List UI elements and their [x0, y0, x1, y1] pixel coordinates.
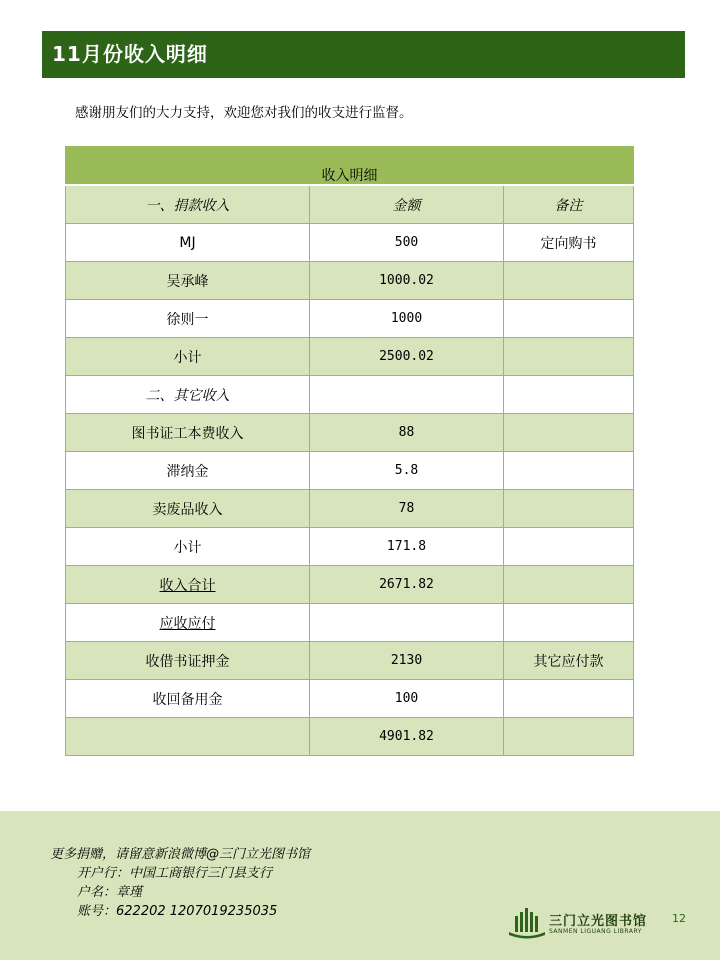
item-cell: [66, 528, 310, 566]
income-table: [65, 146, 634, 756]
bank-line: 开户行：中国工商银行三门县支行: [77, 866, 273, 881]
note-cell: [504, 642, 634, 680]
table-row: [66, 718, 634, 756]
item-cell: [66, 680, 310, 718]
table-row: [66, 452, 634, 490]
item-cell-text: 卖废品收入: [152, 501, 223, 518]
amount-cell: [310, 300, 504, 338]
table-row: [66, 680, 634, 718]
note-cell: [504, 224, 634, 262]
logo-name-cn: 三门立光图书馆: [549, 914, 648, 929]
item-cell-text: 收借书证押金: [145, 653, 230, 670]
amount-cell-text: 78: [398, 501, 415, 516]
amount-cell-text: 100: [394, 691, 419, 706]
page-number: 12: [672, 912, 686, 925]
note-cell: [504, 490, 634, 528]
table-row: [66, 604, 634, 642]
amount-cell: [310, 262, 504, 300]
amount-cell-text: 171.8: [386, 539, 427, 554]
amount-cell-text: 2130: [390, 653, 423, 668]
amount-cell-text: 5.8: [394, 463, 419, 478]
item-cell: [66, 224, 310, 262]
amount-cell-text: 2671.82: [379, 577, 434, 592]
library-logo: [508, 906, 648, 940]
table-row: [66, 490, 634, 528]
item-cell: [66, 338, 310, 376]
amount-cell: [310, 414, 504, 452]
item-cell-text: 滞纳金: [166, 463, 209, 480]
note-cell-text: 备注: [554, 197, 583, 214]
note-cell: [504, 718, 634, 756]
table-header-row: [66, 147, 634, 186]
item-cell-text: 小计: [173, 349, 202, 366]
note-cell-text: 其它应付款: [533, 653, 604, 670]
amount-cell: [310, 566, 504, 604]
table-title-cell: [66, 147, 634, 186]
note-cell: [504, 300, 634, 338]
amount-cell: [310, 452, 504, 490]
page-title: 11月份收入明细: [52, 42, 208, 66]
item-cell-text: 徐则一: [166, 311, 209, 328]
library-books-icon: [508, 906, 546, 940]
amount-cell: [310, 376, 504, 414]
amount-cell-text: 88: [398, 425, 415, 440]
table-row: [66, 300, 634, 338]
amount-cell-text: 500: [394, 235, 419, 250]
item-cell: [66, 642, 310, 680]
item-cell-text: 小计: [173, 539, 202, 556]
item-cell-text: 应收应付: [159, 615, 216, 632]
item-cell-text: 吴承峰: [166, 273, 209, 290]
logo-name-en: SANMEN LIGUANG LIBRARY: [549, 928, 642, 935]
item-cell-text: MJ: [179, 234, 196, 251]
amount-cell: [310, 604, 504, 642]
note-cell: [504, 338, 634, 376]
amount-cell: [310, 224, 504, 262]
table-row: [66, 224, 634, 262]
item-cell-text: 二、其它收入: [145, 387, 230, 404]
intro-text: 感谢朋友们的大力支持，欢迎您对我们的收支进行监督。: [75, 105, 413, 121]
item-cell: [66, 604, 310, 642]
amount-cell-text: 1000.02: [379, 273, 434, 288]
note-cell: [504, 452, 634, 490]
item-cell: [66, 414, 310, 452]
account-number-line: 账号：622202 1207019235035: [77, 904, 278, 919]
title-bar: [42, 31, 685, 78]
amount-cell-text: 4901.82: [379, 729, 434, 744]
note-cell: [504, 566, 634, 604]
amount-cell: [310, 185, 504, 224]
amount-cell-text: 2500.02: [379, 349, 434, 364]
item-cell: [66, 185, 310, 224]
note-cell: [504, 185, 634, 224]
amount-cell-text: 1000: [390, 311, 423, 326]
table-row: [66, 566, 634, 604]
note-cell: [504, 604, 634, 642]
table-row: [66, 376, 634, 414]
account-name-line: 户名：章瑾: [77, 885, 143, 900]
item-cell-text: 收入合计: [159, 577, 216, 594]
item-cell-text: 一、捐款收入: [145, 197, 230, 214]
table-row: [66, 262, 634, 300]
item-cell: [66, 566, 310, 604]
donation-info: [50, 845, 310, 921]
table-row: [66, 414, 634, 452]
item-cell: [66, 718, 310, 756]
amount-cell: [310, 338, 504, 376]
note-cell: [504, 376, 634, 414]
table-row: [66, 528, 634, 566]
note-cell-text: 定向购书: [540, 235, 597, 252]
item-cell-text: 收回备用金: [152, 691, 223, 708]
note-cell: [504, 262, 634, 300]
amount-cell-text: 金额: [392, 197, 421, 214]
item-cell-text: 图书证工本费收入: [131, 425, 244, 442]
item-cell: [66, 490, 310, 528]
note-cell: [504, 528, 634, 566]
note-cell: [504, 680, 634, 718]
item-cell: [66, 452, 310, 490]
item-cell: [66, 262, 310, 300]
note-cell: [504, 414, 634, 452]
table-title: 收入明细: [321, 167, 378, 184]
amount-cell: [310, 718, 504, 756]
donate-weibo-line: 更多捐赠，请留意新浪微博@三门立光图书馆: [50, 847, 311, 862]
item-cell: [66, 376, 310, 414]
item-cell: [66, 300, 310, 338]
amount-cell: [310, 680, 504, 718]
amount-cell: [310, 528, 504, 566]
amount-cell: [310, 490, 504, 528]
table-row: [66, 338, 634, 376]
table-row: [66, 642, 634, 680]
amount-cell: [310, 642, 504, 680]
table-row: [66, 185, 634, 224]
